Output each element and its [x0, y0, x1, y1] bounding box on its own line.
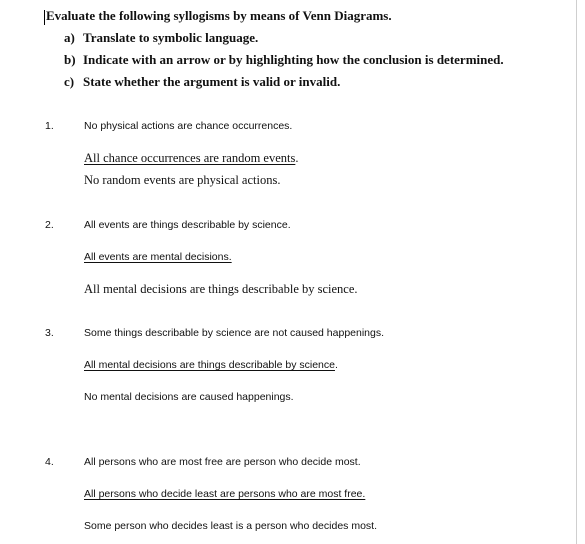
- page-edge: [576, 0, 577, 544]
- problem-1-conclusion: No random events are physical actions.: [84, 173, 281, 187]
- problem-1-number: 1.: [45, 120, 54, 132]
- problem-4-conclusion: Some person who decides least is a person who decides most.: [84, 520, 377, 532]
- problem-2-conclusion: All mental decisions are things describable by science.: [84, 282, 358, 296]
- heading: Evaluate the following syllogisms by means of Venn Diagrams.: [46, 8, 392, 23]
- instruction-marker: a): [64, 30, 75, 45]
- premise-text: All chance occurrences are random events: [84, 151, 296, 165]
- problem-2-premise-2: All events are mental decisions.: [84, 251, 232, 263]
- problem-4-premise-1: All persons who are most free are person who decide most.: [84, 456, 361, 468]
- instruction-marker: b): [64, 52, 76, 67]
- premise-text: All mental decisions are things describable by science: [84, 359, 335, 371]
- problem-4-number: 4.: [45, 456, 54, 468]
- problem-3-premise-2: All mental decisions are things describable by science.: [84, 359, 338, 371]
- instruction-text: Indicate with an arrow or by highlighting how the conclusion is determined.: [83, 52, 504, 67]
- problem-3-premise-1: Some things describable by science are not caused happenings.: [84, 327, 385, 339]
- instruction-c: [64, 74, 340, 90]
- problem-1-premise-2: All chance occurrences are random events.: [84, 151, 299, 165]
- problem-2-number: 2.: [45, 219, 54, 231]
- instruction-b: [64, 52, 504, 68]
- instruction-text: Translate to symbolic language.: [83, 30, 259, 45]
- problem-1-premise-1: No physical actions are chance occurrences.: [84, 120, 293, 132]
- problem-4-premise-2: All persons who decide least are persons who are most free.: [84, 488, 366, 500]
- text-cursor: [44, 10, 45, 25]
- problem-2-premise-1: All events are things describable by science.: [84, 219, 291, 231]
- problem-3-conclusion: No mental decisions are caused happenings.: [84, 391, 294, 403]
- problem-3-number: 3.: [45, 327, 54, 339]
- instruction-a: [64, 30, 258, 46]
- instruction-text: State whether the argument is valid or invalid.: [83, 74, 341, 89]
- instruction-marker: c): [64, 74, 75, 89]
